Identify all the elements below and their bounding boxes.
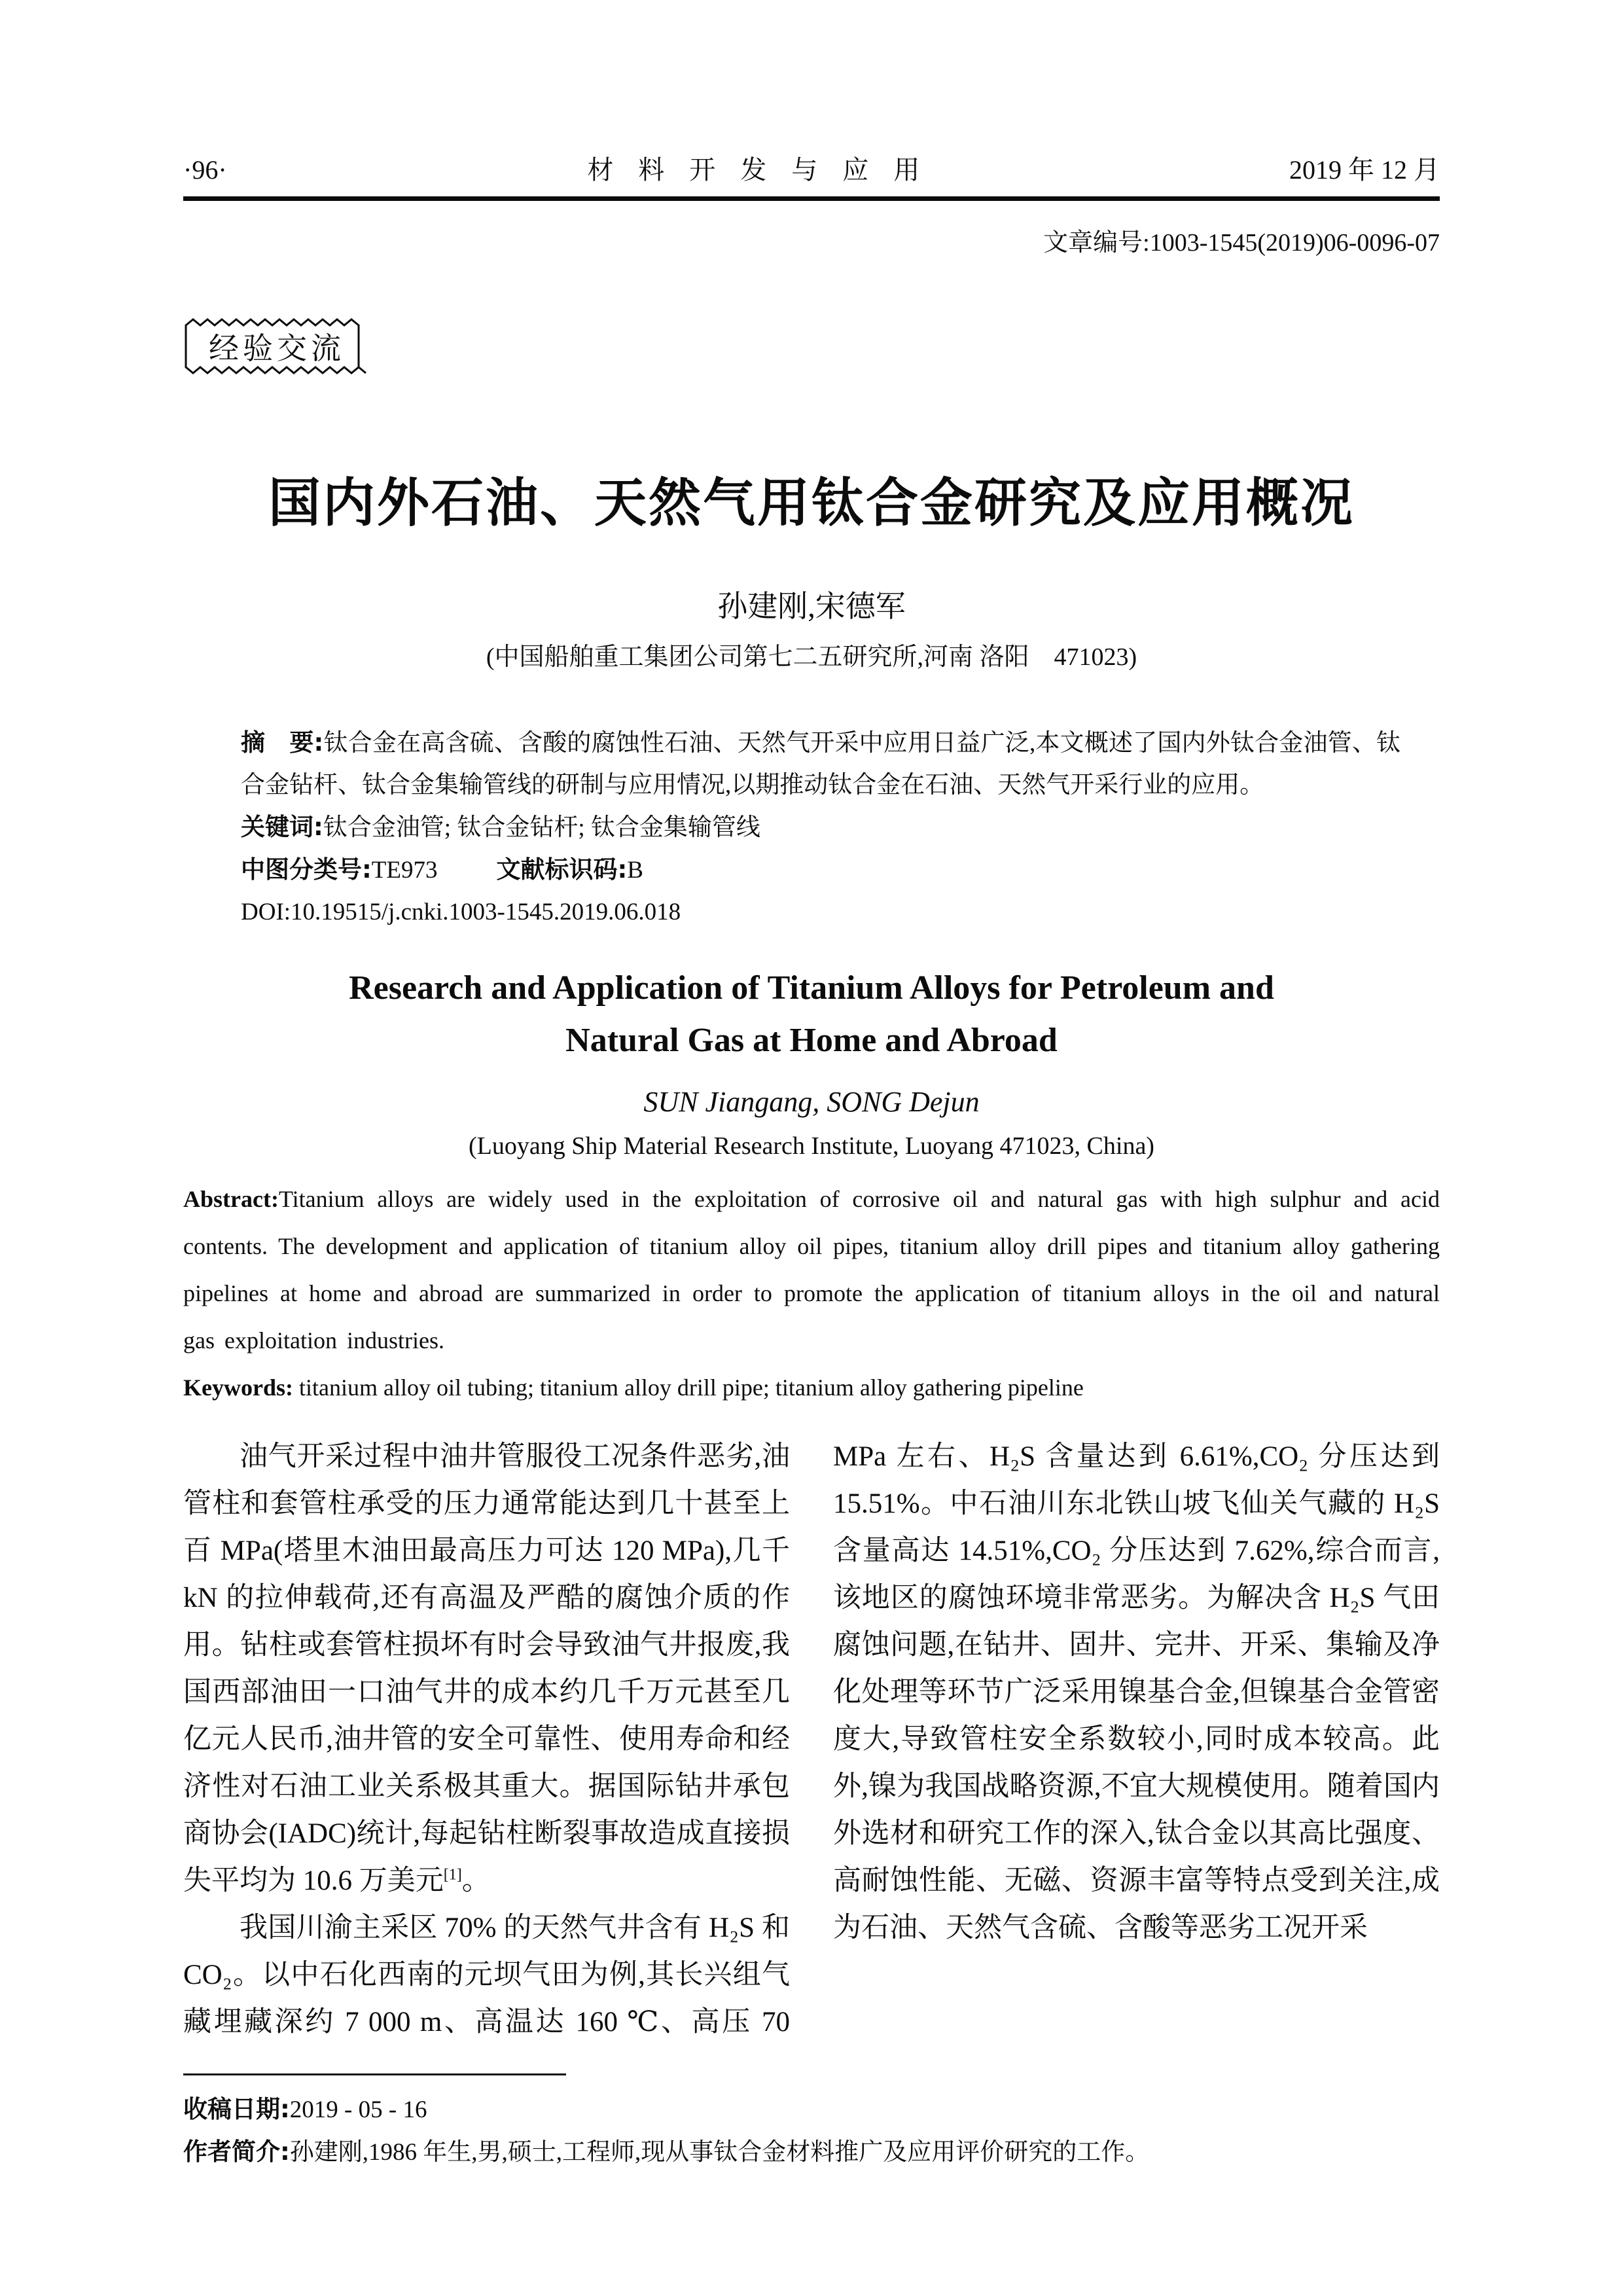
doi-line: DOI:10.19515/j.cnki.1003-1545.2019.06.018 [241,899,681,925]
doc-code-label: 文献标识码: [496,855,628,884]
issue-date: 2019 年 12 月 [1289,155,1440,185]
keywords-en-text: titanium alloy oil tubing; titanium alloy drill pipe; titanium alloy gathering pipeline [293,1374,1084,1401]
body-paragraph-1 [183,1433,790,1905]
footnote-rule [183,2073,566,2075]
clc-line [241,849,1400,891]
column-badge [183,316,366,376]
article-title-en-line2: Natural Gas at Home and Abroad [565,1022,1058,1059]
article-id: 文章编号:1003-1545(2019)06-0096-07 [1043,229,1440,257]
received-date-value: 2019 - 05 - 16 [289,2096,427,2123]
column-badge-label: 经验交流 [209,331,345,366]
keywords-cn-line [241,806,1400,849]
abstract-en-paragraph [183,1175,1440,1364]
abstract-cn-paragraph [241,722,1400,806]
affiliation-cn: (中国船舶重工集团公司第七二五研究所,河南 洛阳 471023) [486,643,1137,671]
journal-title: 材 料 开 发 与 应 用 [587,155,929,185]
affiliation-en: (Luoyang Ship Material Research Institute, Luoyang 471023, China) [469,1132,1154,1160]
author-bio-label: 作者简介: [183,2138,290,2166]
clc-value: TE973 [371,857,438,884]
citation-ref-1: [1] [443,1866,462,1884]
keywords-en-line [183,1364,1440,1411]
running-head [183,156,1440,185]
body-paragraph-1-text: 油气开采过程中油井管服役工况条件恶劣,油管柱和套管柱承受的压力通常能达到几十甚至上百 MPa(塔里木油田最高压力可达 120 MPa),几千 kN 的拉伸载荷,还有高温及严酷的腐蚀介质的作用。钻柱或套管柱损坏有时会导致油气井报废,我国西部油田一口油气井的成本约几千万元甚至几亿元人民币,油井管的安全可靠性、使用寿命和经济性对石油工业关系极其重大。据国际钻井承包商协会(IADC)统计,每起钻柱断裂事故造成直接损失平均为 10.6 万美元 [183,1441,790,1896]
keywords-en-label: Keywords: [183,1374,293,1401]
author-bio-line [183,2131,1440,2174]
author-bio-value: 孙建刚,1986 年生,男,硕士,工程师,现从事钛合金材料推广及应用评价研究的工作。 [289,2139,1150,2166]
clc-label: 中图分类号: [241,855,372,884]
abstract-cn-text: 钛合金在高含硫、含酸的腐蚀性石油、天然气开采中应用日益广泛,本文概述了国内外钛合金油管、钛合金钻杆、钛合金集输管线的研制与应用情况,以期推动钛合金在石油、天然气开采行业的应用。 [241,730,1401,798]
footnote-block [183,2073,1440,2174]
abstract-en-text: Titanium alloys are widely used in the exploitation of corrosive oil and natural gas with high sulphur and acid contents. The development and application of titanium alloy oil pipes, titanium alloy drill pipes and titanium alloy gathering pipelines at home and abroad are summarized in order to promote the application of titanium alloys in the oil and natural gas exploitation industries. [183,1186,1440,1354]
article-title-cn: 国内外石油、天然气用钛合金研究及应用概况 [268,473,1355,533]
page-number: ·96· [183,155,227,185]
body-paragraph-1-tail: 。 [461,1865,490,1896]
abstract-cn [241,722,1400,933]
body-paragraph-2: 我国川渝主采区 70% 的天然气井含有 H₂S 和 CO₂。以中石化西南的元坝气田为例,其长兴组气藏埋藏深约 7 000 m、高温达 160 ℃、高压 70 MPa 左右、H₂S 含量达到 6.61%,CO₂ 分压达到 15.51%。中石油川东北铁山坡飞仙关气藏的 H₂S 含量高达 14.51%,CO₂ 分压达到 7.62%,综合而言,该地区的腐蚀环境非常恶劣。为解决含 H₂S 气田腐蚀问题,在钻井、固井、完井、开采、集输及净化处理等环节广泛采用镍基合金,但镍基合金管密度大,导致管柱安全系数较小,同时成本较高。此外,镍为我国战略资源,不宜大规模使用。随着国内外选材和研究工作的深入,钛合金以其高比强度、高耐蚀性能、无磁、资源丰富等特点受到关注,成为石油、天然气含硫、含酸等恶劣工况开采 [183,1441,1440,2037]
authors-cn: 孙建刚,宋德军 [717,590,906,623]
article-body [183,1433,1440,2056]
received-date-line [183,2089,1440,2131]
article-title-en-line1: Research and Application of Titanium Alloys for Petroleum and [349,969,1274,1007]
keywords-cn-text: 钛合金油管; 钛合金钻杆; 钛合金集输管线 [323,814,760,841]
authors-en: SUN Jiangang, SONG Dejun [643,1086,980,1118]
doc-code-value: B [627,857,643,884]
header-rule [183,196,1440,201]
received-date-label: 收稿日期: [183,2095,290,2123]
abstract-cn-label: 摘 要: [241,728,324,757]
keywords-cn-label: 关键词: [241,813,323,841]
abstract-en-label: Abstract: [183,1186,279,1212]
